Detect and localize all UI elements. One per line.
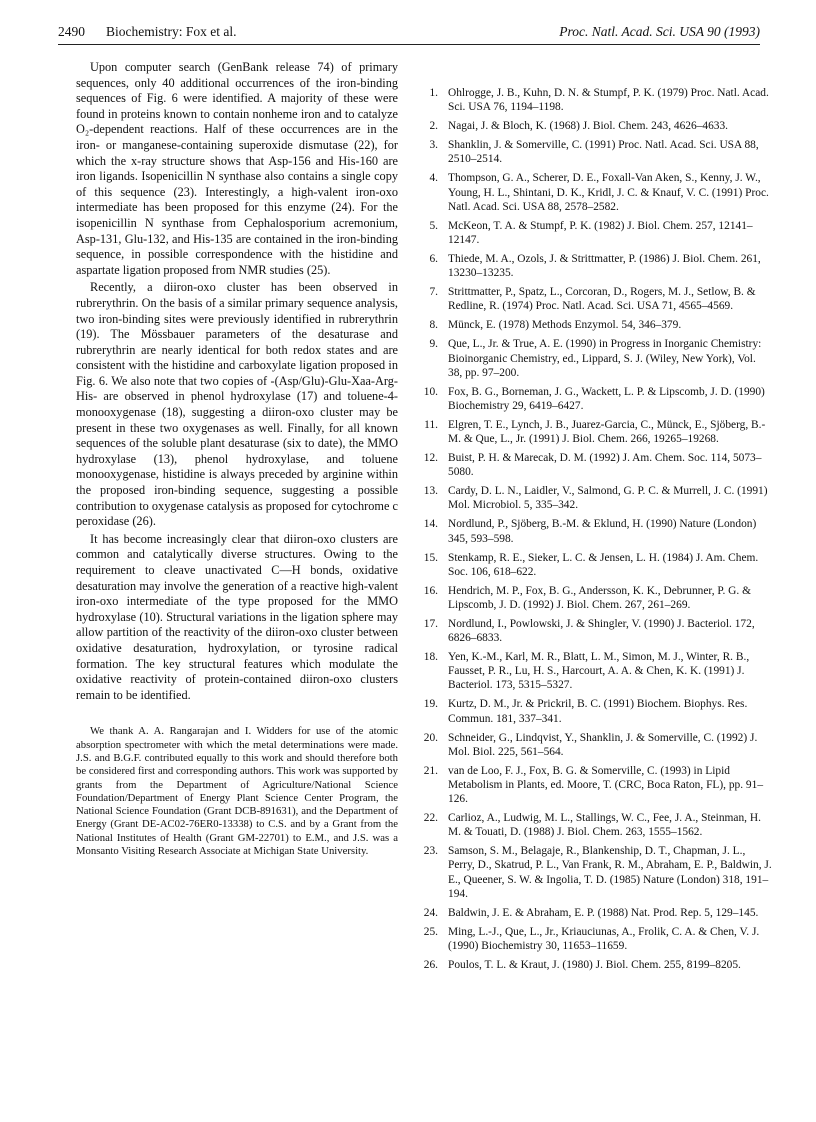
reference-text: van de Loo, F. J., Fox, B. G. & Somerville, C. (1993) in Lipid Metabolism in Plants, ed. Moore, T. (CRC, Boca Raton, FL), pp. 91–126.	[448, 764, 764, 806]
reference-text: Yen, K.-M., Karl, M. R., Blatt, L. M., Simon, M. J., Winter, R. B., Fausset, P. R., Lu, H. S., Harcourt, A. A. & Chen, K. K. (1991) J. Bacteriol. 173, 5315–5327.	[448, 651, 750, 692]
reference-number: 20.	[423, 731, 438, 744]
reference-item	[420, 650, 772, 692]
reference-item	[420, 925, 772, 953]
reference-number: 13.	[423, 485, 438, 498]
reference-item	[420, 517, 772, 545]
reference-number: 3.	[429, 139, 438, 152]
reference-text: Ming, L.-J., Que, L., Jr., Kriauciunas, A., Frolik, C. A. & Chen, V. J. (1990) Biochemistry 30, 11653–11659.	[448, 925, 760, 952]
right-running-head: Proc. Natl. Acad. Sci. USA 90 (1993)	[559, 24, 760, 39]
reference-number: 4.	[429, 172, 438, 185]
reference-item	[420, 252, 772, 280]
reference-item	[420, 844, 772, 900]
reference-number: 11.	[424, 418, 438, 431]
reference-item	[420, 906, 772, 920]
header-rule	[58, 44, 760, 45]
reference-item	[420, 451, 772, 479]
reference-text: Strittmatter, P., Spatz, L., Corcoran, D., Rogers, M. J., Setlow, B. & Redline, R. (1974) Proc. Natl. Acad. Sci. USA 71, 4565–4569.	[448, 286, 756, 313]
acknowledgment: We thank A. A. Rangarajan and I. Widders for use of the atomic absorption spectrometer with which the metal determinations were made. J.S. and B.G.F. contributed equally to this work and should therefore both be considered first and corresponding authors. This work was supported by grants from the Department of Agriculture/National Science Foundation/Department of Energy Plant Science Center Program, the National Science Foundation (Grant DCB-891631), and the Department of Energy (Grant DE-AC02-76ER0-13338) to C.S. and by a Grant from the National Institutes of Health (Grant GM-22701) to E.M., and J.S. was a Monsanto Visiting Research Associate at Michigan State University.	[76, 725, 398, 858]
reference-number: 8.	[429, 319, 438, 332]
reference-item	[420, 385, 772, 413]
reference-text: Thiede, M. A., Ozols, J. & Strittmatter, P. (1986) J. Biol. Chem. 261, 13230–13235.	[448, 252, 761, 280]
reference-number: 7.	[429, 286, 438, 299]
reference-number: 19.	[423, 698, 438, 711]
reference-number: 26.	[423, 958, 438, 971]
reference-item	[420, 86, 772, 114]
reference-item	[420, 697, 772, 725]
reference-text: Kurtz, D. M., Jr. & Prickril, B. C. (1991) Biochem. Biophys. Res. Commun. 181, 337–341.	[448, 698, 748, 725]
reference-text: Cardy, D. L. N., Laidler, V., Salmond, G. P. C. & Murrell, J. C. (1991) Mol. Microbiol. 5, 335–342.	[448, 485, 768, 512]
references-column	[420, 86, 772, 977]
reference-text: Poulos, T. L. & Kraut, J. (1980) J. Biol. Chem. 255, 8199–8205.	[448, 958, 741, 971]
reference-item	[420, 731, 772, 759]
page-number: 2490	[58, 24, 85, 39]
reference-number: 16.	[423, 584, 438, 597]
reference-number: 14.	[423, 518, 438, 531]
reference-number: 15.	[423, 551, 438, 564]
reference-number: 25.	[423, 925, 438, 938]
reference-text: Nordlund, I., Powlowski, J. & Shingler, V. (1990) J. Bacteriol. 172, 6826–6833.	[448, 618, 755, 645]
reference-item	[420, 318, 772, 332]
reference-number: 10.	[423, 385, 438, 398]
reference-item	[420, 551, 772, 579]
reference-number: 9.	[429, 338, 438, 351]
reference-list	[420, 86, 772, 972]
reference-number: 18.	[423, 651, 438, 664]
reference-number: 17.	[423, 618, 438, 630]
reference-text: Shanklin, J. & Somerville, C. (1991) Proc. Natl. Acad. Sci. USA 88, 2510–2514.	[448, 139, 759, 166]
reference-text: Nagai, J. & Bloch, K. (1968) J. Biol. Chem. 243, 4626–4633.	[448, 120, 729, 133]
reference-item	[420, 285, 772, 313]
body-paragraph: It has become increasingly clear that diiron-oxo clusters are common and catalytically diverse structures. Owing to the requirement to cleave unactivated C—H bonds, oxidative desaturation may involve the generation of a reactive high-valent iron-oxo intermediate of the type proposed for the MMO hydroxylase (10). Structural variations in the ligation sphere may allow partition of the reactivity of the diiron-oxo cluster between oxidative desaturation, hydroxylation, or tyrosine radical formation. The key structural features which modulate the oxidative reactivity of protein-contained diiron-oxo clusters remain to be identified.	[76, 531, 398, 702]
reference-text: Schneider, G., Lindqvist, Y., Shanklin, J. & Somerville, C. (1992) J. Mol. Biol. 225, 561–564.	[448, 731, 758, 758]
reference-item	[420, 958, 772, 972]
reference-item	[420, 617, 772, 645]
reference-text: Münck, E. (1978) Methods Enzymol. 54, 346–379.	[448, 319, 682, 332]
body-column	[76, 60, 398, 869]
body-paragraph: Upon computer search (GenBank release 74) of primary sequences, only 40 additional occurrences of the iron-binding sequences of Fig. 6 were identified. A majority of these were found in proteins known to contain nonheme iron and to catalyze O₂-dependent reactions. Half of these occurrences are in the iron- or manganese-containing superoxide dismutase (22), for which the x-ray structure shows that Asp-156 and His-160 are iron ligands. Isopenicillin N synthase also contains a single copy of this sequence (23). Interestingly, a high-valent iron-oxo intermediate has been proposed for this enzyme (24). For the isopenicillin N synthase from Cephalosporium acremonium, Asp-131, Glu-132, and His-135 are contained in the iron-binding sequence, in possible correspondence with the histidine and aspartate ligation proposed from NMR studies (25).	[76, 60, 398, 277]
reference-item	[420, 811, 772, 839]
reference-item	[420, 584, 772, 612]
reference-text: McKeon, T. A. & Stumpf, P. K. (1982) J. Biol. Chem. 257, 12141–12147.	[448, 219, 753, 246]
reference-number: 21.	[423, 764, 438, 777]
reference-number: 24.	[423, 906, 438, 919]
body-paragraph: Recently, a diiron-oxo cluster has been observed in rubrerythrin. On the basis of a similar primary sequence analysis, two iron-binding sites were previously identified in rubrerythrin (19). The Mössbauer parameters of the desaturase and rubrerythrin are nearly identical for both redox states and are consistent with the histidine and carboxylate ligation proposed in Fig. 6. We also note that two copies of -(Asp/Glu)-Glu-Xaa-Arg-His- are observed in phenol hydroxylase (17) and toluene-4-monooxygenase (18), suggesting a diiron-oxo cluster may be present in these two oxygenases as well. Finally, for all known sequences of the soluble plant desaturase (six to date), the MMO hydroxylase (13), phenol hydroxylase, and toluene monooxygenase, histidine is always preceded by arginine within the proposed iron-binding sequence, suggesting a possible contribution to oxygenase catalysis as proposed for cytochrome c peroxidase (26).	[76, 280, 398, 529]
reference-text: Stenkamp, R. E., Sieker, L. C. & Jensen, L. H. (1984) J. Am. Chem. Soc. 106, 618–622.	[448, 551, 759, 578]
reference-item	[420, 418, 772, 446]
reference-number: 23.	[423, 845, 438, 858]
reference-text: Hendrich, M. P., Fox, B. G., Andersson, K. K., Debrunner, P. G. & Lipscomb, J. D. (1992) J. Biol. Chem. 267, 261–269.	[448, 584, 751, 611]
reference-text: Samson, S. M., Belagaje, R., Blankenship, D. T., Chapman, J. L., Perry, D., Skatrud, P. L., Van Frank, R. M., Abraham, E. P., Baldwin, J. E., Queener, S. W. & Ingolia, T. D. (1985) Nature (London) 318, 191–194.	[448, 845, 772, 900]
reference-number: 12.	[423, 452, 438, 465]
reference-text: Elgren, T. E., Lynch, J. B., Juarez-Garcia, C., Münck, E., Sjöberg, B.-M. & Que, L., Jr. (1991) J. Biol. Chem. 266, 19265–19268.	[448, 418, 766, 445]
reference-number: 22.	[423, 812, 438, 825]
reference-item	[420, 119, 772, 133]
reference-item	[420, 484, 772, 512]
reference-number: 6.	[429, 252, 438, 265]
left-running-head: Biochemistry: Fox et al.	[106, 24, 237, 39]
reference-number: 1.	[429, 87, 438, 99]
reference-number: 5.	[429, 219, 438, 232]
reference-item	[420, 764, 772, 806]
reference-text: Thompson, G. A., Scherer, D. E., Foxall-Van Aken, S., Kenny, J. W., Young, H. L., Shintani, D. K., Kridl, J. C. & Knauf, V. C. (1991) Proc. Natl. Acad. Sci. USA 88, 2578–2582.	[448, 172, 769, 213]
running-header	[58, 24, 760, 46]
reference-text: Que, L., Jr. & True, A. E. (1990) in Progress in Inorganic Chemistry: Bioinorganic Chemistry, ed., Lippard, S. J. (Wiley, New York), Vol. 38, pp. 97–200.	[448, 338, 762, 379]
reference-text: Carlioz, A., Ludwig, M. L., Stallings, W. C., Fee, J. A., Steinman, H. M. & Touati, D. (1988) J. Biol. Chem. 263, 1555–1562.	[448, 812, 761, 839]
reference-text: Buist, P. H. & Marecak, D. M. (1992) J. Am. Chem. Soc. 114, 5073–5080.	[448, 452, 762, 479]
reference-text: Nordlund, P., Sjöberg, B.-M. & Eklund, H. (1990) Nature (London) 345, 593–598.	[448, 518, 757, 545]
reference-text: Baldwin, J. E. & Abraham, E. P. (1988) Nat. Prod. Rep. 5, 129–145.	[448, 906, 759, 919]
reference-item	[420, 171, 772, 213]
reference-text: Fox, B. G., Borneman, J. G., Wackett, L. P. & Lipscomb, J. D. (1990) Biochemistry 29, 6419–6427.	[448, 385, 765, 412]
reference-item	[420, 138, 772, 166]
reference-text: Ohlrogge, J. B., Kuhn, D. N. & Stumpf, P. K. (1979) Proc. Natl. Acad. Sci. USA 76, 1194–1198.	[448, 87, 769, 114]
reference-item	[420, 337, 772, 379]
reference-number: 2.	[429, 120, 438, 133]
reference-item	[420, 219, 772, 247]
